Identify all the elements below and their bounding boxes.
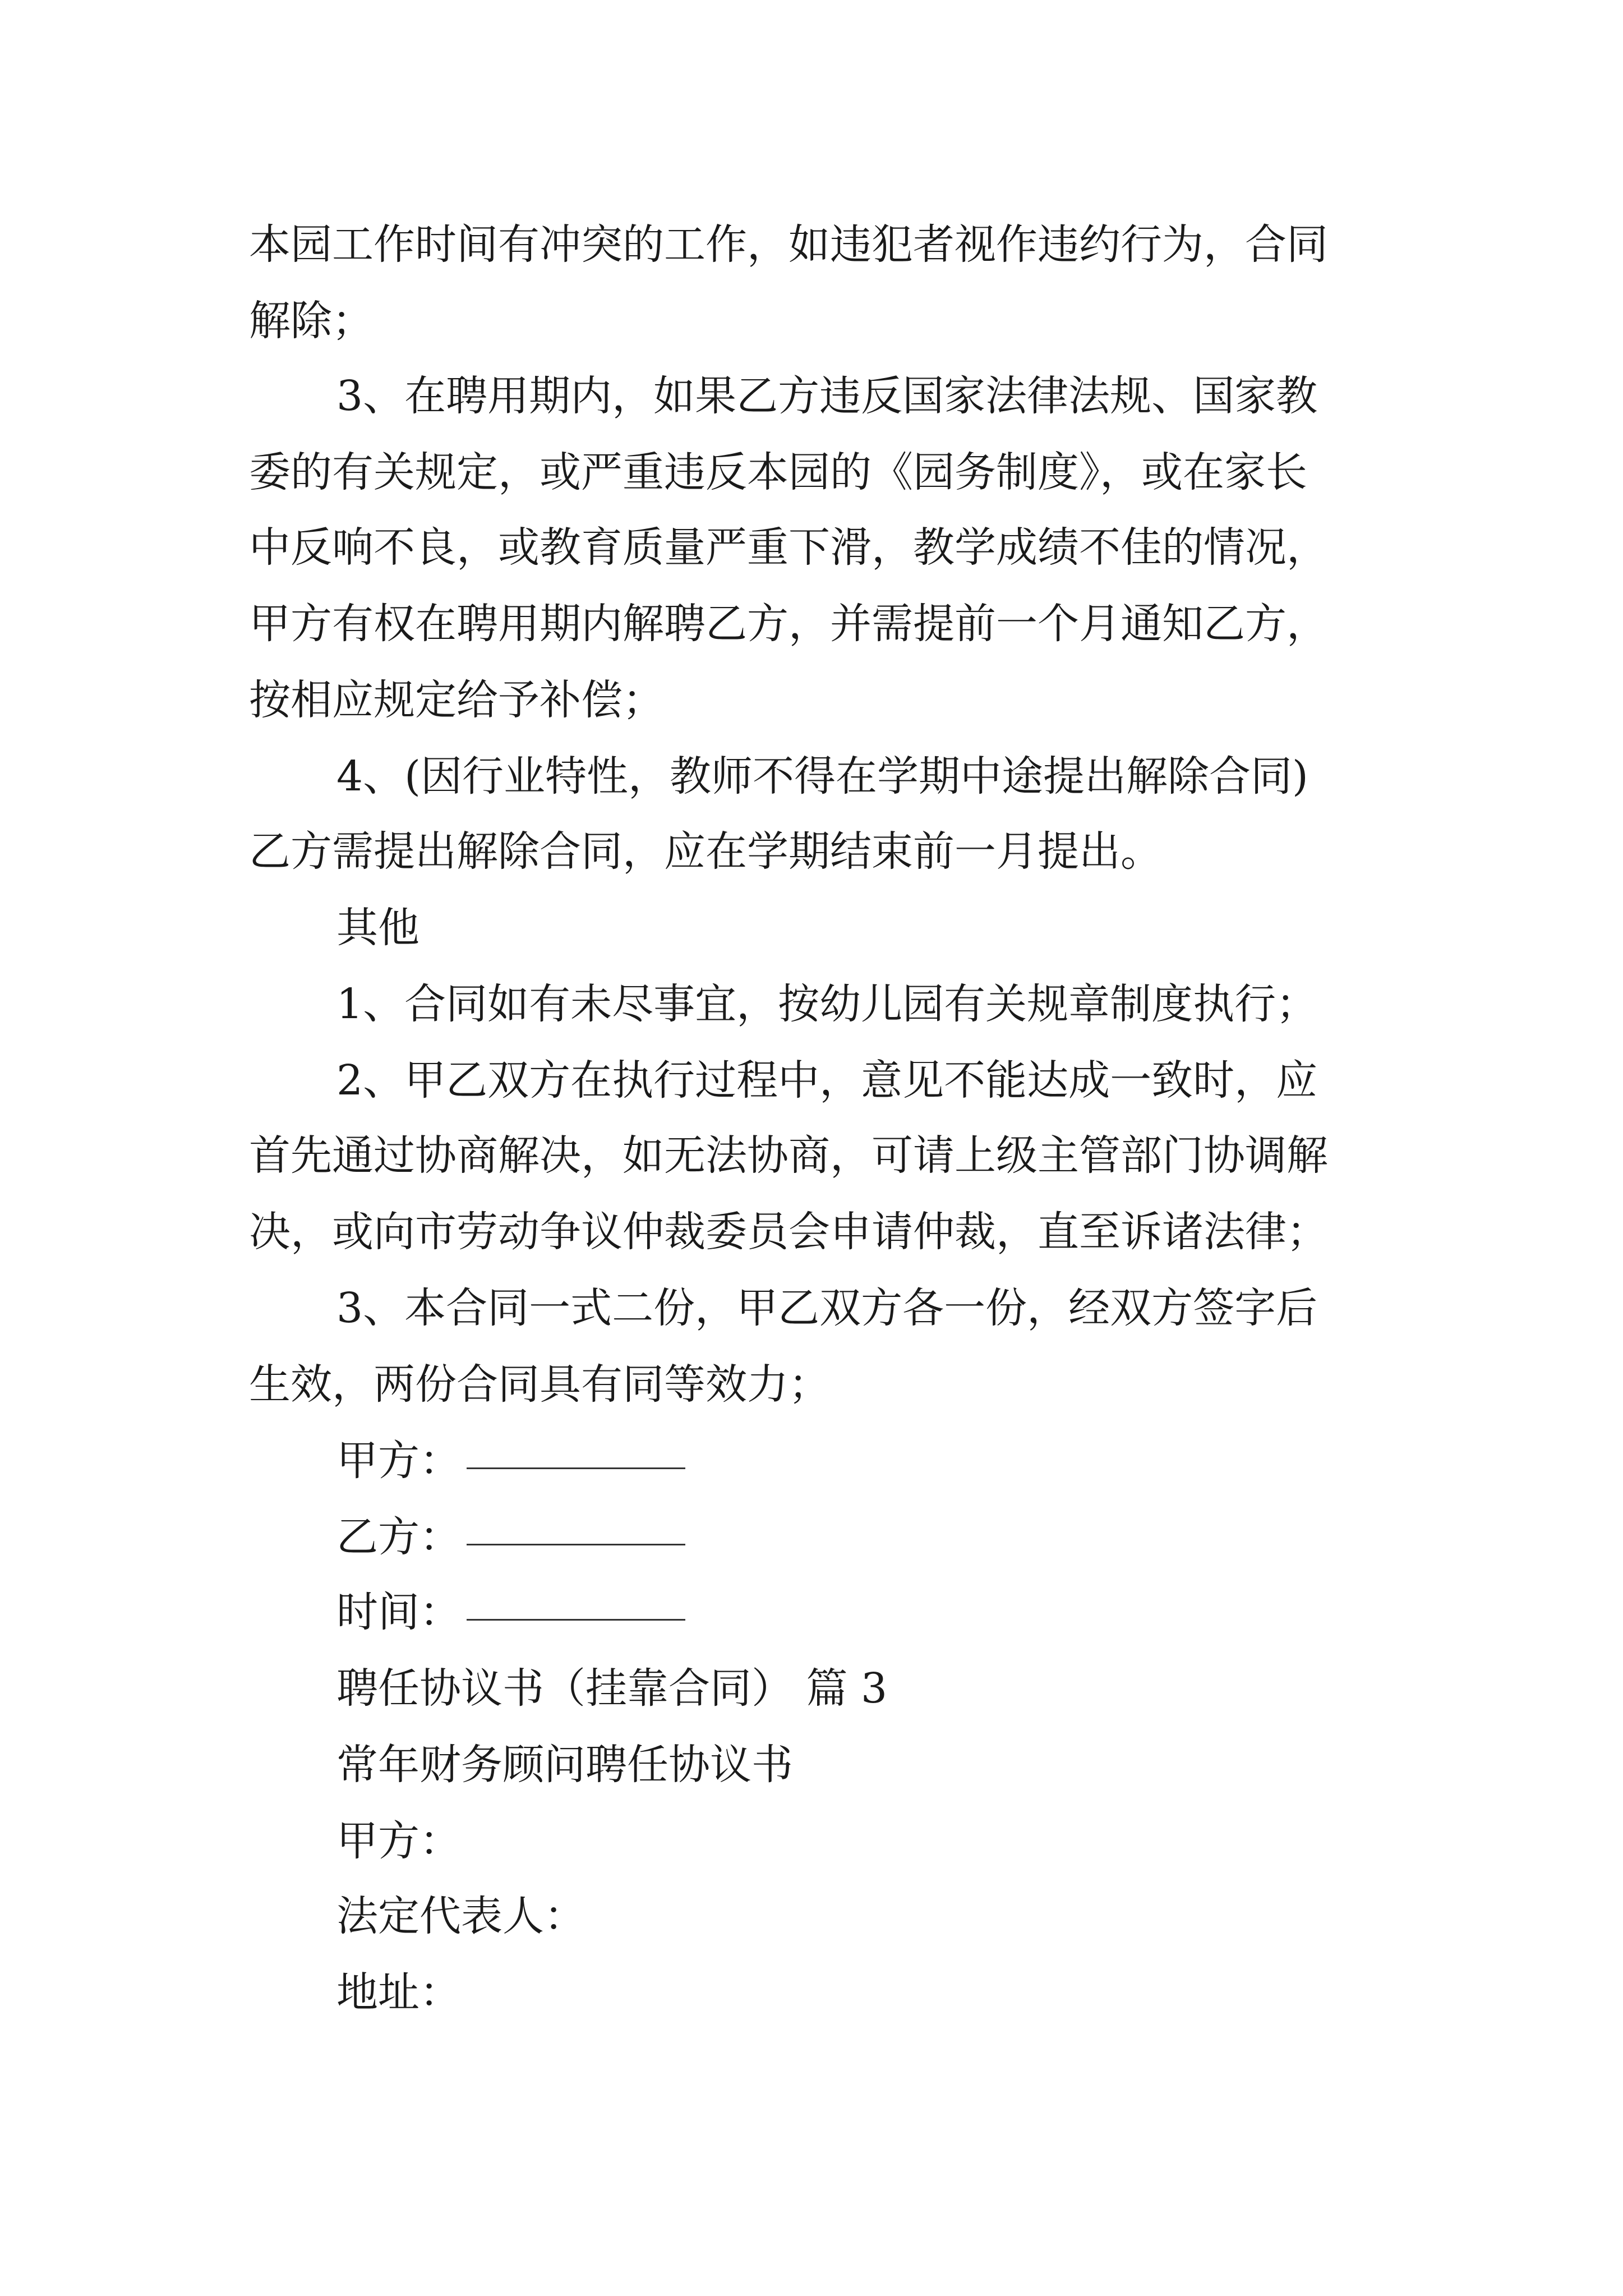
signature-label: 甲方： (336, 1437, 461, 1485)
paragraph-line: 委的有关规定，或严重违反本园的《园务制度》，或在家长 (249, 448, 1307, 496)
signature-time (336, 1588, 685, 1637)
paragraph-line: 3、在聘用期内，如果乙方违反国家法律法规、国家教 (336, 372, 1318, 420)
paragraph-line: 生效，两份合同具有同等效力； (249, 1360, 830, 1409)
signature-party-b (336, 1512, 685, 1562)
paragraph-line: 按相应规定给予补偿； (249, 676, 664, 724)
section-label-other: 其他 (336, 904, 419, 952)
field-party-a: 甲方： (336, 1817, 461, 1865)
signature-label: 时间： (336, 1588, 461, 1636)
paragraph-line: 4、(因行业特性，教师不得在学期中途提出解除合同) (336, 752, 1308, 800)
signature-blank-line (467, 1465, 685, 1469)
paragraph-line: 决，或向市劳动争议仲裁委员会申请仲裁，直至诉诸法律； (249, 1208, 1328, 1256)
signature-blank-line (467, 1617, 685, 1621)
paragraph-line: 本园工作时间有冲突的工作，如违犯者视作违约行为，合同 (249, 220, 1328, 269)
signature-blank-line (467, 1542, 685, 1545)
paragraph-line: 甲方有权在聘用期内解聘乙方，并需提前一个月通知乙方， (249, 600, 1328, 648)
section-heading: 聘任协议书（挂靠合同） 篇 3 (336, 1664, 888, 1713)
paragraph-line: 乙方需提出解除合同，应在学期结束前一月提出。 (249, 827, 1162, 876)
signature-label: 乙方： (336, 1513, 461, 1561)
paragraph-line: 1、合同如有未尽事宜，按幼儿园有关规章制度执行； (336, 980, 1318, 1028)
signature-party-a (336, 1436, 685, 1485)
paragraph-line: 中反响不良，或教育质量严重下滑，教学成绩不佳的情况， (249, 523, 1328, 572)
paragraph-line: 解除； (249, 297, 374, 345)
field-legal-rep: 法定代表人： (336, 1892, 585, 1940)
field-address: 地址： (336, 1968, 461, 2017)
paragraph-line: 首先通过协商解决，如无法协商，可请上级主管部门协调解 (249, 1131, 1328, 1180)
paragraph-line: 3、本合同一式二份，甲乙双方各一份，经双方签字后 (336, 1284, 1318, 1332)
paragraph-line: 2、甲乙双方在执行过程中，意见不能达成一致时，应 (336, 1056, 1318, 1105)
document-subtitle: 常年财务顾问聘任协议书 (336, 1741, 793, 1789)
